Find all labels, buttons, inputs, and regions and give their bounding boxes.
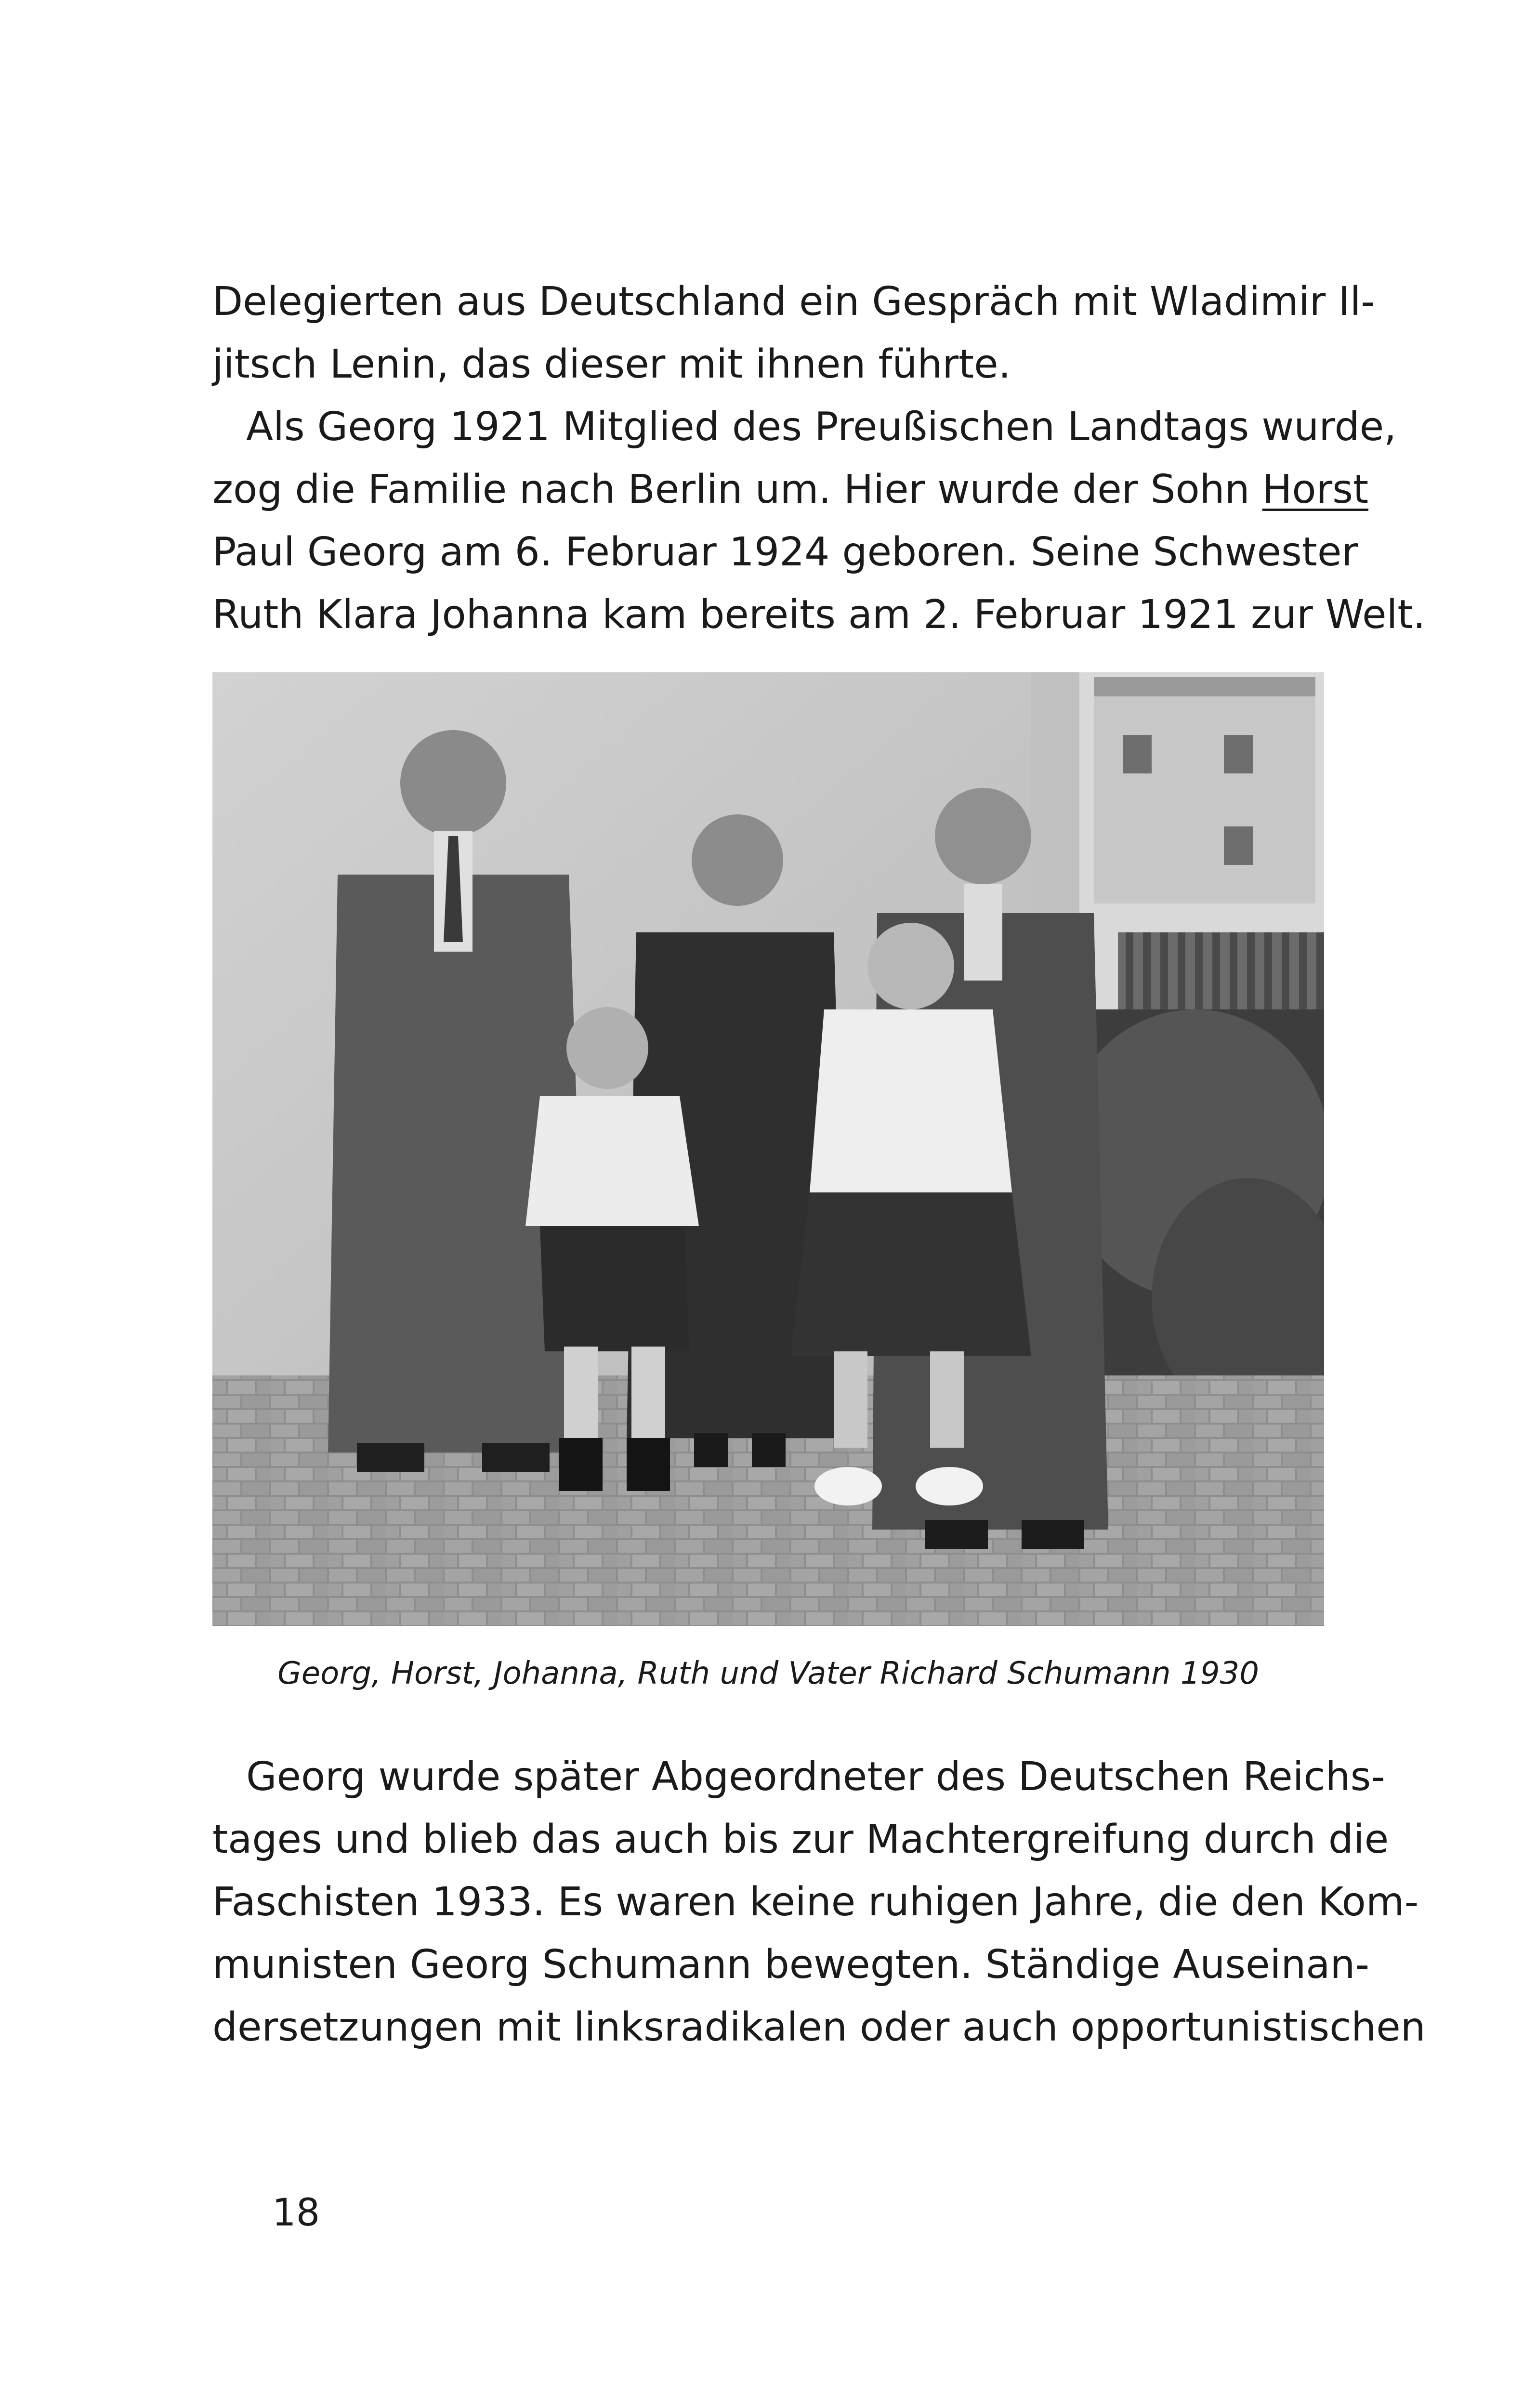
family-photograph	[212, 672, 1324, 1626]
text-fragment: zog die Familie nach Berlin um. Hier wurde der Sohn	[212, 467, 1262, 512]
text-line: Paul Georg am 6. Februar 1924 geboren. Seine Schwester	[212, 529, 1358, 575]
page-number: 18	[272, 2191, 320, 2235]
body-text-top	[212, 271, 1426, 646]
text-line: munisten Georg Schumann bewegten. Ständige Auseinan-	[212, 1942, 1370, 1988]
text-line: Delegierten aus Deutschland ein Gespräch mit Wladimir Il-	[212, 279, 1375, 325]
text-line	[212, 458, 1369, 521]
text-line: Als Georg 1921 Mitglied des Preußischen Landtags wurde,	[246, 404, 1397, 450]
underlined-name: Horst	[1262, 467, 1369, 512]
text-line: Faschisten 1933. Es waren keine ruhigen Jahre, die den Kom-	[212, 1879, 1419, 1925]
photo-caption: Georg, Horst, Johanna, Ruth und Vater Richard Schumann 1930	[277, 1656, 1259, 1691]
text-line: dersetzungen mit linksradikalen oder auch opportunistischen	[212, 2004, 1426, 2050]
text-line: Ruth Klara Johanna kam bereits am 2. Februar 1921 zur Welt.	[212, 592, 1426, 638]
body-text-bottom	[212, 1746, 1426, 2059]
text-line: tages und blieb das auch bis zur Machtergreifung durch die	[212, 1817, 1389, 1862]
text-line: jitsch Lenin, das dieser mit ihnen führte.	[212, 341, 1011, 387]
text-line: Georg wurde später Abgeordneter des Deutschen Reichs-	[246, 1754, 1385, 1800]
